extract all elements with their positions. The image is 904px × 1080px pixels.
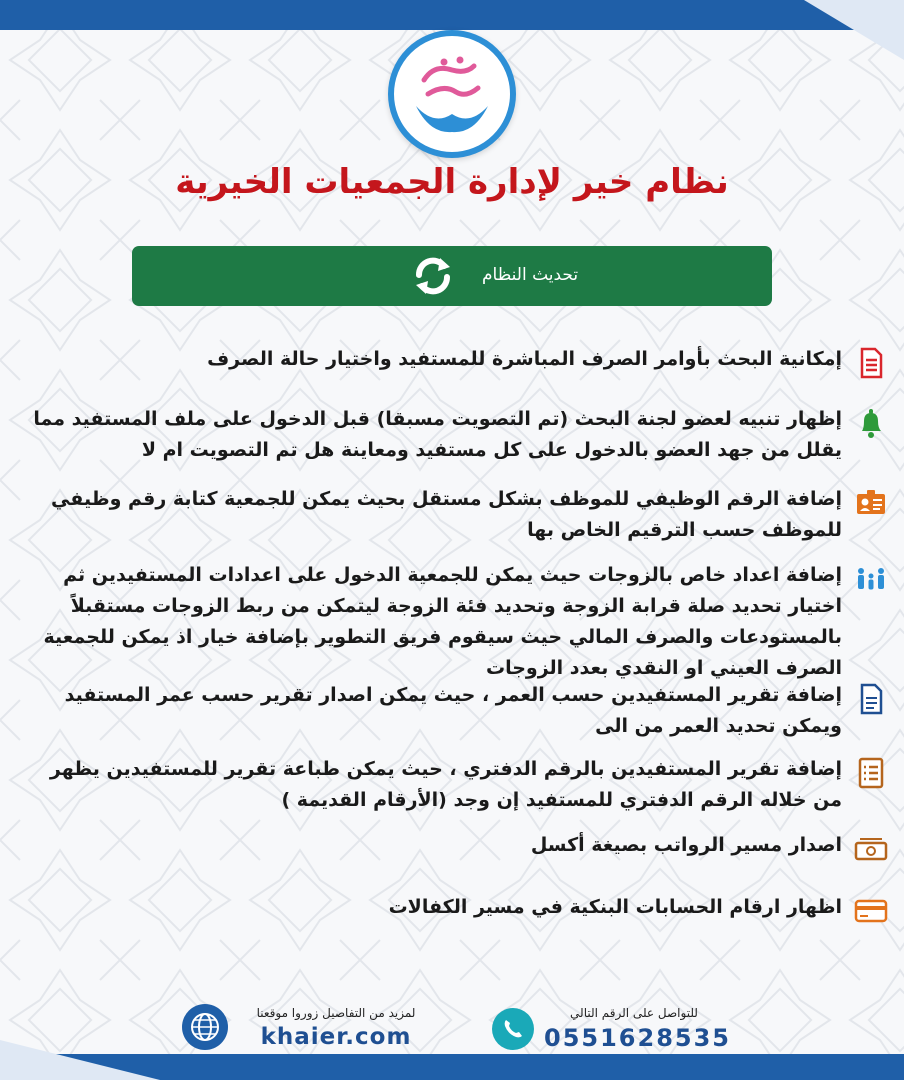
- bottom-bar-corner: [0, 1040, 160, 1080]
- money-icon: [854, 832, 888, 866]
- report-icon: [854, 682, 888, 716]
- update-system-label: تحديث النظام: [482, 265, 579, 285]
- update-system-button[interactable]: [132, 246, 772, 306]
- feature-text: إضافة تقرير المستفيدين حسب العمر ، حيث يمكن اصدار تقرير حسب عمر المستفيد ويمكن تحديد العمر من الى: [64, 684, 842, 737]
- feature-text: إضافة اعداد خاص بالزوجات حيث يمكن للجمعية الدخول على اعدادات المستفيدين ثم اختيار تحديد صلة قرابة الزوجة وتحديد فئة الزوجة ليتمكن من ربط الزوجات مستقبلاً بالمستودعات والصرف المالي حيث سيقوم فريق التطوير بإضافة خيار اذ يمكن للجمعية الصرف العيني او النقدي بعدد الزوجات: [43, 564, 842, 679]
- id-card-icon: [854, 486, 888, 520]
- list-icon: [854, 756, 888, 790]
- document-icon: [854, 346, 888, 380]
- feature-text: إضافة تقرير المستفيدين بالرقم الدفتري ، حيث يمكن طباعة تقرير للمستفيدين يظهر من خلاله الرقم الدفتري للمستفيد إن وجد (الأرقام القديمة ): [49, 758, 842, 811]
- feature-text: اصدار مسير الرواتب بصيغة أكسل: [530, 834, 842, 856]
- feature-text: إمكانية البحث بأوامر الصرف المباشرة للمستفيد واختيار حالة الصرف: [207, 348, 842, 370]
- top-bar-corner: [804, 0, 904, 60]
- top-bar: [0, 0, 904, 30]
- website-link[interactable]: khaier.com: [260, 1024, 412, 1050]
- khair-hands-logo-icon: [394, 36, 510, 152]
- phone-number[interactable]: 0551628535: [544, 1024, 731, 1052]
- globe-icon: [182, 1004, 228, 1050]
- family-icon: [854, 562, 888, 596]
- website-caption: لمزيد من التفاصيل زوروا موقعنا: [256, 1006, 416, 1020]
- logo: [388, 30, 516, 158]
- feature-text: إظهار تنبيه لعضو لجنة البحث (تم التصويت مسبقا) قبل الدخول على ملف المستفيد مما يقلل من جهد العضو بالدخول على كل مستفيد ومعاينة هل تم التصويت ام لا: [33, 408, 842, 461]
- refresh-icon: [410, 253, 456, 299]
- credit-card-icon: [854, 894, 888, 928]
- phone-caption: للتواصل على الرقم التالي: [570, 1006, 698, 1020]
- bell-icon: [854, 406, 888, 440]
- phone-icon: [492, 1008, 534, 1050]
- feature-text: إضافة الرقم الوظيفي للموظف بشكل مستقل بحيث يمكن للجمعية كتابة رقم وظيفي للموظف حسب الترقيم الخاص بها: [51, 488, 842, 541]
- page-title: نظام خير لإدارة الجمعيات الخيرية: [175, 162, 729, 202]
- feature-text: اظهار ارقام الحسابات البنكية في مسير الكفالات: [388, 896, 842, 918]
